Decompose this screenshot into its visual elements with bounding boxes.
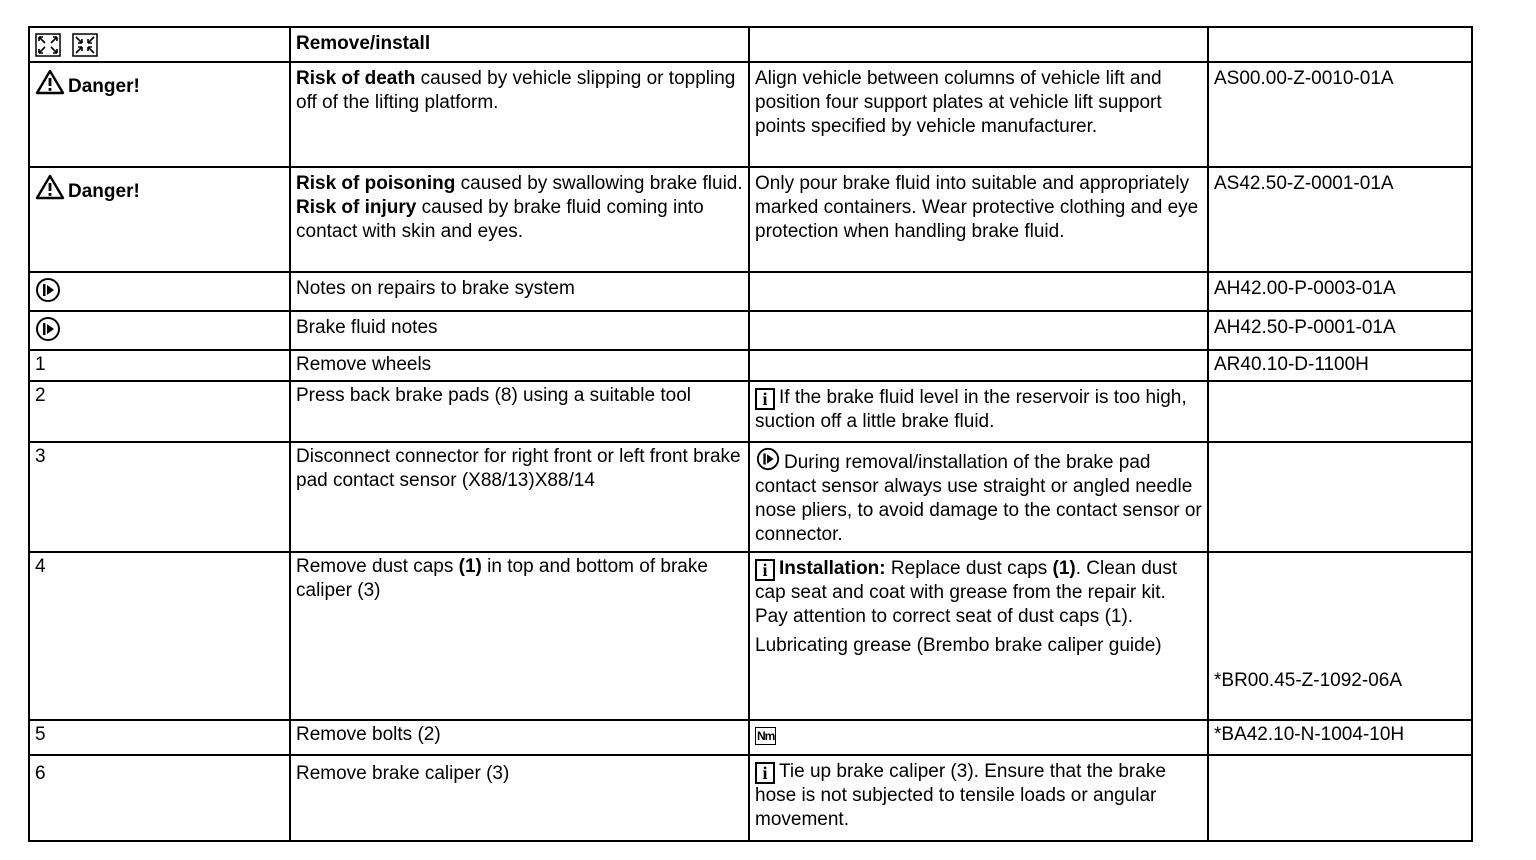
- danger-risk-cell: [290, 167, 749, 272]
- step-text: Remove wheels: [290, 350, 749, 381]
- expand-icon[interactable]: [35, 33, 61, 57]
- notes-row: [29, 311, 1472, 350]
- danger-row: [29, 62, 1472, 167]
- notes-text: Notes on repairs to brake system: [290, 272, 749, 311]
- header-empty-4: [1208, 27, 1472, 62]
- danger-measure: Align vehicle between columns of vehicle lift and position four support plates at vehicle lift support points specified by vehicle manufacturer.: [749, 62, 1208, 167]
- step-code-empty: [1208, 381, 1472, 442]
- danger-label-cell: [29, 62, 290, 167]
- step-note-cell: [749, 442, 1208, 552]
- danger-row: [29, 167, 1472, 272]
- risk-bold: Risk of death: [296, 68, 416, 89]
- step-text: in top and bottom of brake caliper (3): [296, 556, 708, 601]
- step-code-empty: [1208, 755, 1472, 841]
- notes-code[interactable]: AH42.00-P-0003-01A: [1208, 272, 1472, 311]
- step-note-empty: [749, 350, 1208, 381]
- step-text: Press back brake pads (8) using a suitable tool: [290, 381, 749, 442]
- step-note-cell: [749, 552, 1208, 720]
- step-note: . Clean dust cap seat and coat with grease from the repair kit. Pay attention to correct seat of dust caps (1).: [755, 558, 1178, 627]
- notes-text: Brake fluid notes: [290, 311, 749, 350]
- notes-pointer-icon: [35, 277, 61, 303]
- step-row: [29, 381, 1472, 442]
- notes-empty: [749, 272, 1208, 311]
- risk-text: caused by vehicle slipping or toppling off of the lifting platform.: [296, 68, 736, 113]
- step-text: Remove bolts (2): [290, 720, 749, 755]
- header-row: [29, 27, 1472, 62]
- notes-code[interactable]: AH42.50-P-0001-01A: [1208, 311, 1472, 350]
- step-code[interactable]: *BA42.10-N-1004-10H: [1208, 720, 1472, 755]
- step-row: [29, 442, 1472, 552]
- step-row: [29, 350, 1472, 381]
- step-text: Remove brake caliper (3): [290, 755, 749, 841]
- step-note-cell: [749, 755, 1208, 841]
- installation-label: Installation:: [779, 558, 886, 579]
- step-note-cell: [749, 720, 1208, 755]
- step-number: 5: [29, 720, 290, 755]
- info-icon: i: [755, 559, 775, 581]
- info-icon: i: [755, 388, 775, 410]
- step-note-cell: [749, 381, 1208, 442]
- step-note: If the brake fluid level in the reservoir is too high, suction off a little brake fluid.: [755, 387, 1187, 432]
- header-title: Remove/install: [290, 27, 749, 62]
- procedure-table: [28, 26, 1473, 842]
- danger-label: Danger!: [68, 76, 140, 97]
- grease-note: Lubricating grease (Brembo brake caliper guide): [755, 635, 1162, 656]
- step-code-empty: [1208, 442, 1472, 552]
- step-row: [29, 720, 1472, 755]
- warning-triangle-icon: [35, 69, 65, 95]
- risk-bold: Risk of poisoning: [296, 173, 456, 194]
- step-note: During removal/installation of the brake pad contact sensor always use straight or angled needle nose pliers, to avoid damage to the contact sensor or connector.: [755, 452, 1202, 545]
- step-code[interactable]: *BR00.45-Z-1092-06A: [1208, 552, 1472, 720]
- step-text: Disconnect connector for right front or left front brake pad contact sensor (X88/13)X88/14: [290, 442, 749, 552]
- risk-text: caused by brake fluid coming into contact with skin and eyes.: [296, 197, 704, 242]
- step-number: 3: [29, 442, 290, 552]
- danger-code[interactable]: AS42.50-Z-0001-01A: [1208, 167, 1472, 272]
- step-note-ref: (1): [1052, 558, 1076, 579]
- risk-text: caused by swallowing brake fluid.: [455, 173, 743, 194]
- step-text-ref: (1): [458, 556, 482, 577]
- header-empty-3: [749, 27, 1208, 62]
- risk-bold: Risk of injury: [296, 197, 417, 218]
- torque-icon[interactable]: Nm: [757, 729, 775, 743]
- notes-pointer-icon: [35, 316, 61, 342]
- step-number: 2: [29, 381, 290, 442]
- step-text: Remove dust caps: [296, 556, 459, 577]
- step-note: Replace dust caps: [885, 558, 1053, 579]
- notes-pointer-icon: [755, 447, 781, 471]
- collapse-icon[interactable]: [72, 33, 98, 57]
- step-note: Tie up brake caliper (3). Ensure that the brake hose is not subjected to tensile loads or angular movement.: [755, 761, 1166, 830]
- danger-risk-cell: [290, 62, 749, 167]
- notes-icon-cell: [29, 272, 290, 311]
- notes-icon-cell: [29, 311, 290, 350]
- warning-triangle-icon: [35, 174, 65, 200]
- step-number: 1: [29, 350, 290, 381]
- notes-row: [29, 272, 1472, 311]
- notes-empty: [749, 311, 1208, 350]
- step-text-cell: [290, 552, 749, 720]
- step-number: 4: [29, 552, 290, 720]
- danger-measure: Only pour brake fluid into suitable and appropriately marked containers. Wear protective clothing and eye protection when handling brake fluid.: [749, 167, 1208, 272]
- danger-code[interactable]: AS00.00-Z-0010-01A: [1208, 62, 1472, 167]
- danger-label-cell: [29, 167, 290, 272]
- header-icons-cell: [29, 27, 290, 62]
- step-code[interactable]: AR40.10-D-1100H: [1208, 350, 1472, 381]
- step-number: 6: [29, 755, 290, 841]
- step-row: [29, 552, 1472, 720]
- step-row: [29, 755, 1472, 841]
- info-icon: i: [755, 762, 775, 784]
- danger-label: Danger!: [68, 181, 140, 202]
